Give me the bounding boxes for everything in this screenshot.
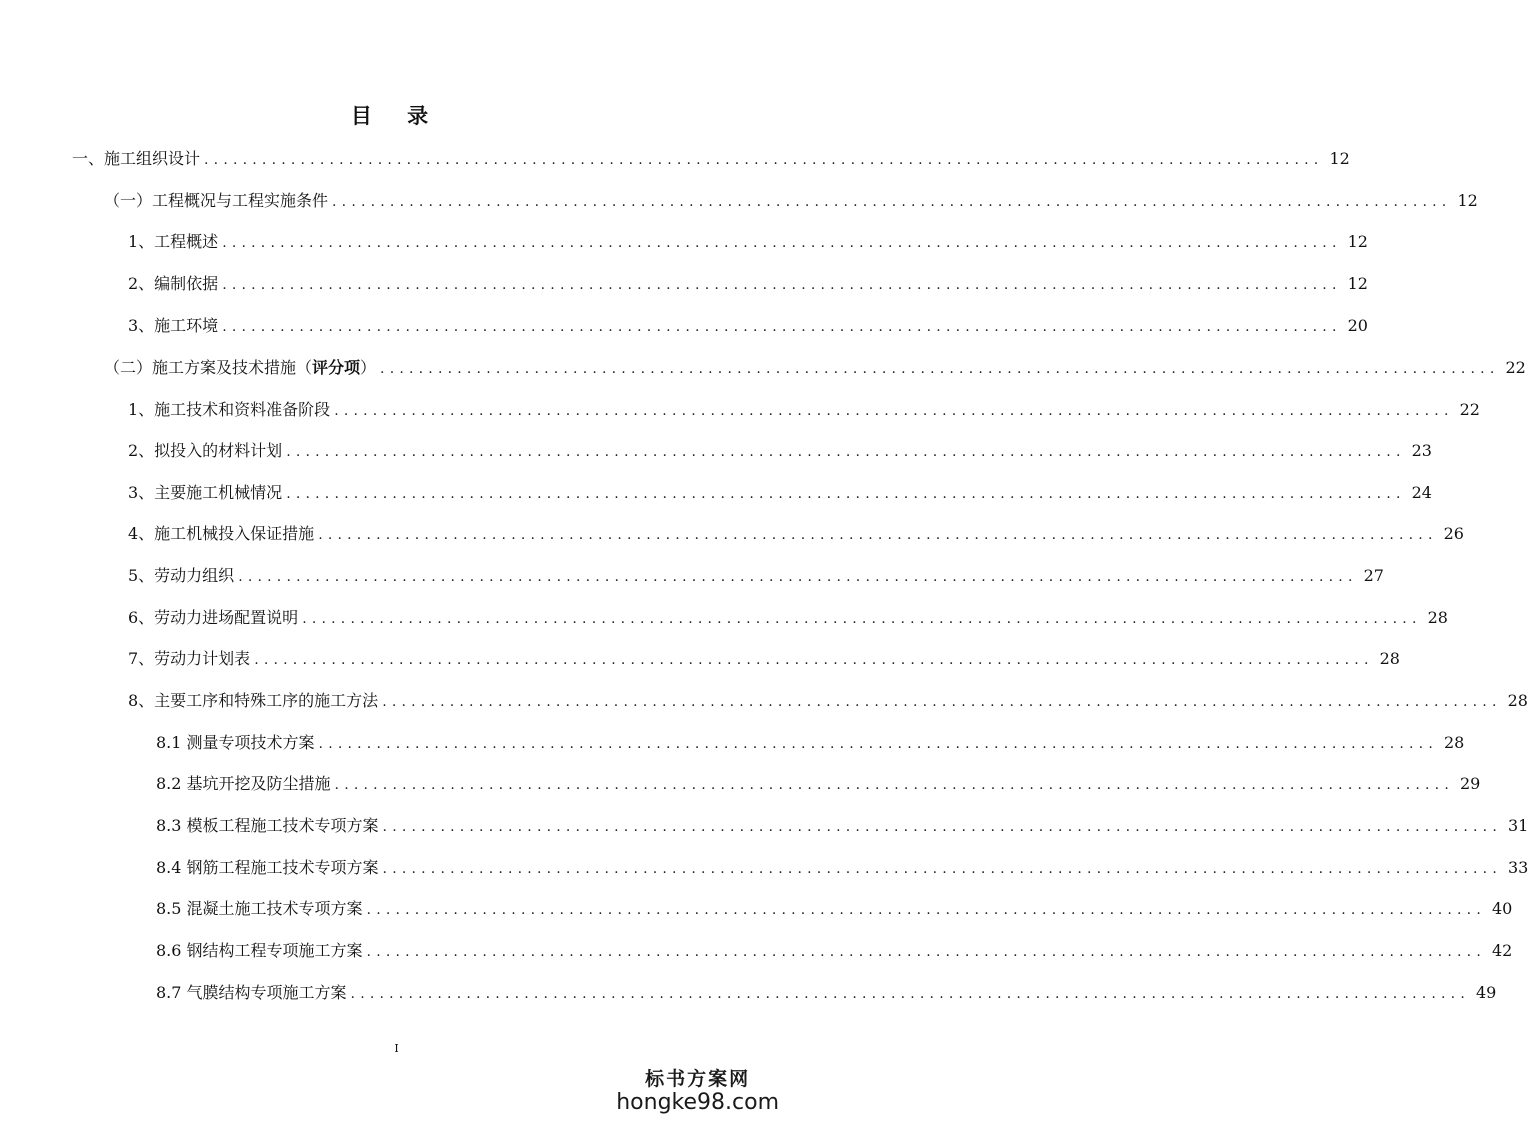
toc-entry-1-2[interactable] bbox=[104, 356, 1526, 380]
dot-leader: .................................................................................................................... bbox=[382, 819, 1502, 835]
toc-entry-1-1-2[interactable] bbox=[128, 272, 1368, 296]
toc-entry-label: 8、主要工序和特殊工序的施工方法 bbox=[128, 691, 379, 710]
dot-leader: .................................................................................................................... bbox=[366, 944, 1486, 960]
toc-entry-1-2-3[interactable] bbox=[128, 481, 1432, 505]
toc-entry-label-suffix: ） bbox=[360, 358, 377, 377]
page-title: 目 录 bbox=[350, 103, 443, 128]
toc-entry-page: 27 bbox=[1363, 566, 1384, 585]
dot-leader: .................................................................................................................... bbox=[332, 194, 1452, 210]
toc-entry-page: 22 bbox=[1505, 358, 1526, 377]
toc-entry-page: 22 bbox=[1459, 400, 1480, 419]
toc-entry-8-4[interactable] bbox=[156, 856, 1528, 880]
toc-entry-label: 8.6 钢结构工程专项施工方案 bbox=[156, 941, 363, 960]
toc-entry-label: 8.5 混凝土施工技术专项方案 bbox=[156, 899, 363, 918]
toc-entry-page: 28 bbox=[1379, 649, 1400, 668]
dot-leader: .................................................................................................................... bbox=[286, 486, 1406, 502]
toc-entry-8-1[interactable] bbox=[156, 731, 1465, 755]
watermark-url: hongke98.com bbox=[616, 1090, 779, 1115]
toc-entry-label: 1、施工技术和资料准备阶段 bbox=[128, 400, 331, 419]
dot-leader: .................................................................................................................... bbox=[318, 736, 1438, 752]
toc-entry-page: 29 bbox=[1459, 774, 1481, 793]
dot-leader: .................................................................................................................... bbox=[318, 527, 1438, 543]
toc-entry-label: （一）工程概况与工程实施条件 bbox=[104, 191, 329, 210]
toc-entry-label: 8.3 模板工程施工技术专项方案 bbox=[156, 816, 379, 835]
scoring-item-tag: 评分项 bbox=[312, 358, 361, 377]
toc-entry-1-2-1[interactable] bbox=[128, 398, 1480, 422]
toc-entry-label: 5、劳动力组织 bbox=[128, 566, 235, 585]
toc-entry-8-2[interactable] bbox=[156, 772, 1481, 796]
toc-entry-label: 6、劳动力进场配置说明 bbox=[128, 608, 299, 627]
dot-leader: .................................................................................................................... bbox=[222, 277, 1342, 293]
page-number: I bbox=[394, 1042, 399, 1055]
toc-entry-1-2-2[interactable] bbox=[128, 439, 1432, 463]
site-watermark bbox=[616, 1068, 779, 1116]
toc-entry-page: 12 bbox=[1329, 149, 1350, 168]
toc-entry-1-1-3[interactable] bbox=[128, 314, 1368, 338]
toc-entry-page: 12 bbox=[1347, 232, 1368, 251]
toc-entry-label: 3、主要施工机械情况 bbox=[128, 483, 283, 502]
dot-leader: .................................................................................................................... bbox=[302, 611, 1422, 627]
dot-leader: .................................................................................................................... bbox=[222, 235, 1342, 251]
toc-entry-label: 8.4 钢筋工程施工技术专项方案 bbox=[156, 858, 379, 877]
toc-entry-page: 26 bbox=[1443, 524, 1464, 543]
dot-leader: .................................................................................................................... bbox=[204, 152, 1324, 168]
toc-entry-1-2-6[interactable] bbox=[128, 606, 1448, 630]
toc-entry-8-7[interactable] bbox=[156, 981, 1497, 1005]
watermark-name: 标书方案网 bbox=[645, 1068, 751, 1090]
dot-leader: .................................................................................................................... bbox=[334, 403, 1454, 419]
dot-leader: .................................................................................................................... bbox=[286, 444, 1406, 460]
dot-leader: .................................................................................................................... bbox=[382, 694, 1502, 710]
toc-entry-label: 8.7 气膜结构专项施工方案 bbox=[156, 983, 347, 1002]
dot-leader: .................................................................................................................... bbox=[334, 777, 1454, 793]
toc-entry-page: 49 bbox=[1475, 983, 1497, 1002]
toc-entry-label: 2、编制依据 bbox=[128, 274, 219, 293]
toc-entry-page: 33 bbox=[1507, 858, 1528, 877]
toc-entry-page: 12 bbox=[1347, 274, 1368, 293]
toc-entry-page: 28 bbox=[1443, 733, 1465, 752]
toc-entry-page: 12 bbox=[1457, 191, 1478, 210]
toc-entry-label: 4、施工机械投入保证措施 bbox=[128, 524, 315, 543]
toc-entry-label: 一、施工组织设计 bbox=[72, 149, 201, 168]
dot-leader: .................................................................................................................... bbox=[380, 361, 1500, 377]
toc-entry-1-2-4[interactable] bbox=[128, 522, 1464, 546]
dot-leader: .................................................................................................................... bbox=[350, 986, 1470, 1002]
toc-entry-1-1[interactable] bbox=[104, 189, 1478, 213]
toc-entry-page: 20 bbox=[1347, 316, 1368, 335]
dot-leader: .................................................................................................................... bbox=[366, 902, 1486, 918]
dot-leader: .................................................................................................................... bbox=[238, 569, 1358, 585]
toc-entry-label: 1、工程概述 bbox=[128, 232, 219, 251]
toc-entry-page: 24 bbox=[1411, 483, 1432, 502]
toc-entry-label: 7、劳动力计划表 bbox=[128, 649, 251, 668]
toc-entry-8-3[interactable] bbox=[156, 814, 1528, 838]
toc-entry-label bbox=[104, 356, 376, 380]
dot-leader: .................................................................................................................... bbox=[254, 652, 1374, 668]
dot-leader: .................................................................................................................... bbox=[382, 861, 1502, 877]
toc-entry-label: 8.2 基坑开挖及防尘措施 bbox=[156, 774, 331, 793]
toc-entry-label: 3、施工环境 bbox=[128, 316, 219, 335]
toc-entry-page: 23 bbox=[1411, 441, 1432, 460]
toc-entry-1-2-5[interactable] bbox=[128, 564, 1384, 588]
toc-entry-1-2-7[interactable] bbox=[128, 647, 1400, 671]
toc-entry-page: 28 bbox=[1507, 691, 1528, 710]
toc-entry-8-6[interactable] bbox=[156, 939, 1513, 963]
toc-entry-page: 42 bbox=[1491, 941, 1513, 960]
toc-entry-1-2-8[interactable] bbox=[128, 689, 1528, 713]
toc-entry-8-5[interactable] bbox=[156, 897, 1513, 921]
toc-entry-page: 31 bbox=[1507, 816, 1528, 835]
toc-entry-page: 28 bbox=[1427, 608, 1448, 627]
toc-entry-label: 2、拟投入的材料计划 bbox=[128, 441, 283, 460]
toc-entry-label-prefix: （二）施工方案及技术措施（ bbox=[104, 358, 313, 377]
toc-entry-page: 40 bbox=[1491, 899, 1513, 918]
dot-leader: .................................................................................................................... bbox=[222, 319, 1342, 335]
toc-entry-label: 8.1 测量专项技术方案 bbox=[156, 733, 315, 752]
toc-entry-1[interactable] bbox=[72, 147, 1350, 171]
toc-entry-1-1-1[interactable] bbox=[128, 230, 1368, 254]
